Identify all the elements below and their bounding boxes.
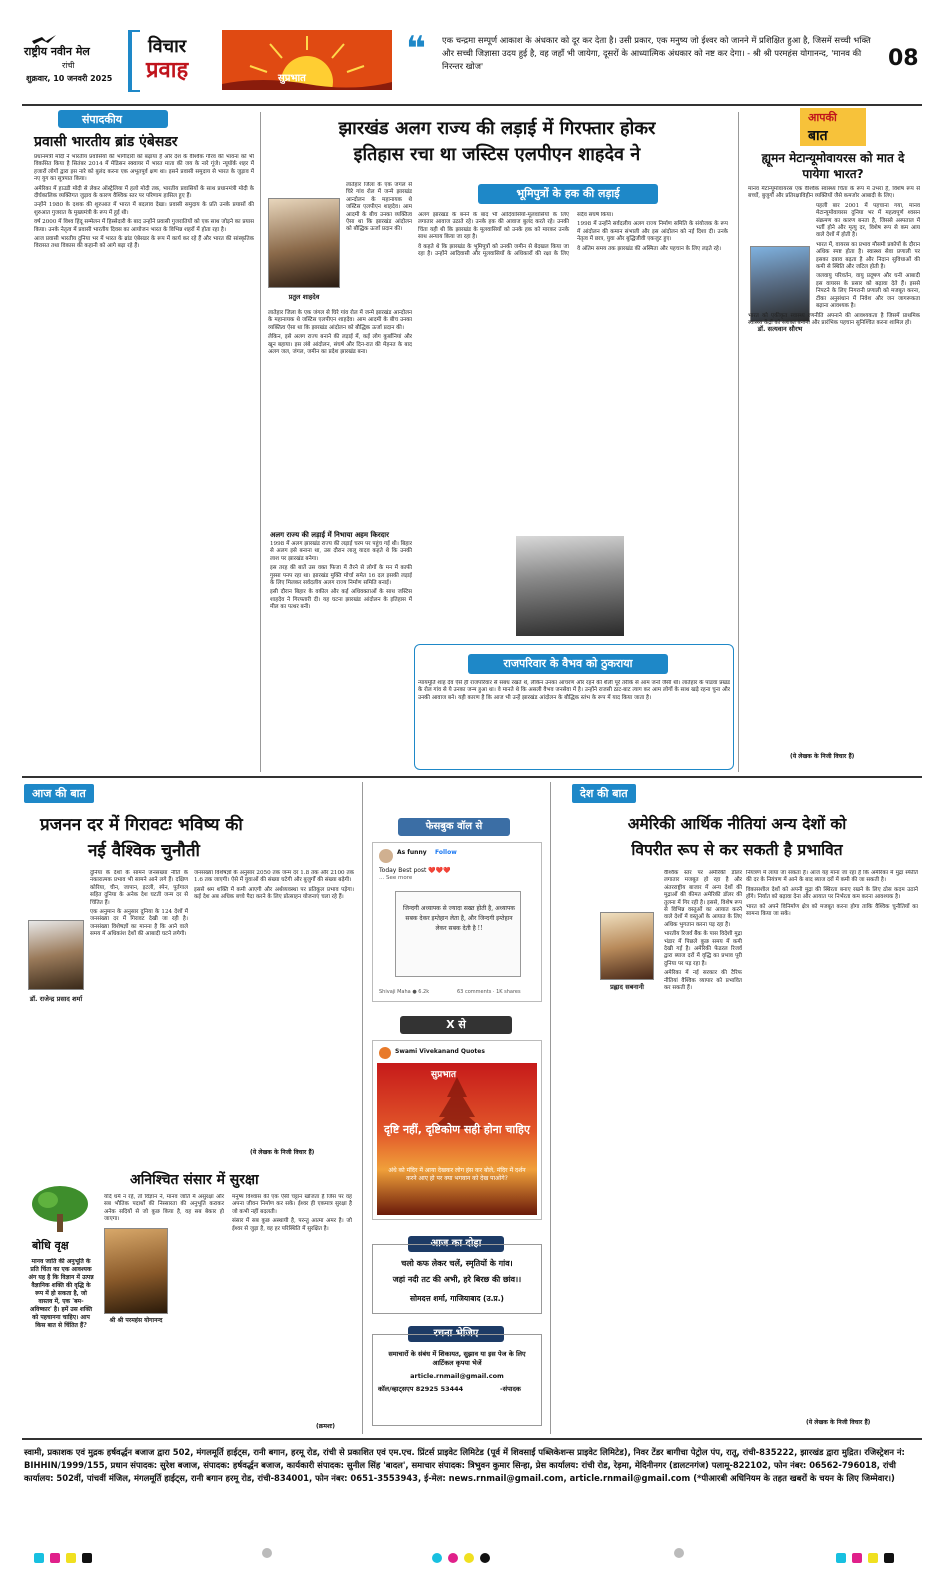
aaj-paragraph: एक अनुमान के अनुसार दुनिया के 124 देशों में जनसंख्या दर में गिरावट देखी जा रही है। जनसंख्या विशेषज्ञों का मानना है कि आने वाले समय में अधिकांश देशों की आबादी घटने लगेगी। (90, 909, 188, 938)
editorial-paragraph: उन्होंने 1980 के दशक की शुरुआत में भारत में बदलाव देखा। प्रवासी समुदाय के प्रति उनके प्रयासों की शुरुआत गुजरात के मुख्यमंत्री के रूप में हुई थी। (34, 202, 254, 216)
sanshar-paragraph: यदि धर्म न रहे, तो विज्ञान ने, मानव जाति में असुरक्षा और सब भौतिक पदार्थों की निस्सारता की अनुभूति कराकर अनेक सदियों से जो कुछ किया है, वह सब बेकार हो जाएगा। (104, 1194, 224, 1223)
box1-body (418, 212, 728, 512)
sanshar-headline: अनिश्चित संसार में सुरक्षा (130, 1172, 259, 1188)
facebook-tag: फेसबुक वॉल से (398, 818, 510, 836)
facebook-quote-text: जिन्दगी अध्यापक से ज्यादा सख्त होती है, अध्यापक सबक देकर इम्तेहान लेता है, और जिन्दगी इम्तेहान लेकर सबक देती है !! (402, 905, 515, 932)
aaj-ki-baat-tag: आज की बात (24, 784, 94, 803)
desh-headline-line1: अमेरिकी आर्थिक नीतियां अन्य देशों को (627, 815, 847, 833)
desh-body-col1 (566, 870, 742, 1430)
lead-headline-line2: इतिहास रचा था जस्टिस एलपीएन शाहदेव ने (353, 144, 641, 165)
box2-title: राजपरिवार के वैभव को ठुकराया (468, 654, 668, 674)
desh-ki-baat-tag: देश की बात (572, 784, 636, 803)
reg-dot (432, 1553, 442, 1563)
desh-body-col2 (746, 870, 918, 1410)
bodhi-tree-icon (28, 1184, 92, 1234)
lead-subhead: अलग राज्य की लड़ाई में निभाया अहम किरदार (270, 530, 389, 539)
x-account: Swami Vivekanand Quotes (395, 1048, 485, 1055)
reg-swatch (868, 1553, 878, 1563)
x-tag: X से (400, 1016, 512, 1034)
aaj-body-col1 (28, 870, 188, 1150)
box2-body: न्यायमूर्ति शाह देव ऐसे ही राजपरिवार से संबंध रखते थे, लेकिन उनका आचरण और रहने की शैली पूरे तरीके से आम जनों जैसी थी। लातेहार के पांडवा प्रखंड के रोल गांव से ये उनका जन्म हुआ था। वे मानते थे कि असली वैभव जनसेवा में है। उन्होंने राजसी ठाट-बाट त्याग कर आम लोगों के साथ खड़े रहना चुना और उनकी आवाज बने। यही कारण है कि आज भी उन्हें झारखंड आंदोलन के बौद्धिक स्तंभ के रूप में याद किया जाता है। (418, 680, 730, 701)
section-bracket-left (126, 30, 140, 92)
author-caption-prahlad: प्रह्लाद सबनानी (610, 983, 644, 991)
sunrise-banner (222, 30, 392, 90)
editorial-paragraph: प्रधानमंत्री मोदी ने भारतीय प्रवासियों की भागीदारी को बढ़ाया है और देश के वैश्विक गौरव की भावना को भी विकसित किया है सितंबर 2014 में मेडिसन स्क्वायर में भारत माता की जय के नारे गूंजे। न्यूयॉर्क शहर में हजारों लोगों द्वारा इस नारे को बुलंद करना एक अभूतपूर्व क्षण था। इसने प्रवासी समुदाय से भारत के जुड़ाव में नए युग का सूत्रपात किया। (34, 154, 254, 183)
justice-shahdev-photo (516, 536, 624, 636)
lead-paragraph: लेकिन, इसे अलग राज्य बनाने की लड़ाई में, कई लोग कुर्बानियां और खून बहाया। इस लंबे आंदोलन, संघर्ष और दिन-रात की मेहनत के बाद अलग जल, जंगल, जमीन का प्रदेश झारखंड बना। (268, 334, 412, 356)
reg-swatch (82, 1553, 92, 1563)
box1-paragraph: वे कहते थे कि झारखंड के भूमिपुत्रों को उनकी जमीन से बेदखल किया जा रहा है। उन्होंने आदिवासी और मूलवासियों के अधिकारों की रक्षा के लिए सदैव संघर्ष किया। (418, 212, 614, 258)
box1-paragraph: वे अंतिम समय तक झारखंड की अस्मिता और पहचान के लिए लड़ते रहे। (577, 245, 721, 252)
bodhi-title: बोधि वृक्ष (32, 1239, 69, 1252)
rachna-sign: -संपादक (500, 1385, 521, 1393)
lead-paragraph: 1998 में अलग झारखंड राज्य की लड़ाई चरम पर पहुंच गई थी। बिहार से अलग इसे बनाना था, उस दौरान लालू यादव कहते थे कि उनकी लाश पर झारखंड बनेगा। (270, 541, 412, 562)
quote-mark-icon: ❝ (406, 29, 426, 69)
editorial-headline: प्रवासी भारतीय ब्रांड एंबेसडर (34, 134, 178, 150)
section-title-vichar: विचार (148, 36, 187, 57)
aapki-baat-body (748, 186, 920, 746)
rachna-tag: रचना भेजिए (408, 1326, 504, 1342)
reg-dot (464, 1553, 474, 1563)
aaj-paragraph: दुनिया के देशों के सामने जनसंख्या नीति के नकारात्मक प्रभाव भी सामने आने लगे हैं। दक्षिण कोरिया, चीन, जापान, इटली, स्पेन, पुर्तगाल सहित दुनिया के अनेक देश घटती जन्म दर से चिंतित हैं। (90, 870, 188, 906)
doha-line2: जहां नदी तट की अभी, हरे बिरछ की छांव।। (392, 1275, 522, 1284)
aaj-headline-line1: प्रजनन दर में गिरावटः भविष्य की (40, 815, 243, 835)
reg-swatch (836, 1553, 846, 1563)
reg-swatch (852, 1553, 862, 1563)
section-divider (22, 776, 922, 778)
aapki-baat-tag-line2: बात (808, 128, 828, 144)
desh-paragraph: भारत को अपने विनिर्माण क्षेत्र को मजबूत करना होगा ताकि वैश्विक चुनौतियों का सामना किया जा सके। (746, 903, 918, 918)
facebook-comments: 63 comments · 1K shares (457, 989, 521, 995)
color-registration-center (432, 1548, 496, 1567)
city: रांची (62, 61, 75, 70)
color-registration-left (34, 1548, 98, 1567)
lead-body-col2 (270, 530, 412, 768)
desh-headline-line2: विपरीत रूप से कर सकती है प्रभावित (631, 841, 843, 859)
author-caption-yogananda: श्री श्री परमहंस योगानन्द (109, 1317, 163, 1324)
column-rule (260, 112, 261, 772)
temple-icon (423, 1077, 491, 1129)
aapki-paragraph: भारत को एकीकृत स्वास्थ्य रणनीति अपनाने की आवश्यकता है जिसमें प्राथमिक स्वास्थ्य केंद्रों को सशक्त बनाना और प्रारंभिक पहचान सुनिश्चित करना शामिल हो। (748, 312, 920, 326)
desh-paragraph: नियंत्रण में लाया जा सकता है। आज यह माना जा रहा है कि अमेरिका में मुद्रा स्फीति की दर के नियंत्रण में आने के बाद ब्याज दरों में कमी की जा सकती है। (746, 870, 918, 884)
facebook-follow-button[interactable]: Follow (435, 849, 457, 856)
x-avatar (379, 1047, 391, 1059)
lead-body-col1b (346, 182, 412, 300)
column-rule (738, 112, 739, 772)
aapki-paragraph: मानव मेटान्यूमोवायरस एक वैश्विक स्वास्थ्य चिंता के रूप में उभरा है, विशेष रूप से बच्चों, बुजुर्गों और प्रतिरक्षाविहीन व्यक्तियों जैसे कमजोर आबादी के लिए। (748, 186, 920, 200)
rachna-text: समाचारों के संबंध में शिकायत, सुझाव या इस पेज के लिए आर्टिकल कृपया भेजें (388, 1350, 526, 1367)
aapki-paragraph: पहली बार 2001 में पहचाना गया, मानव मेटान्यूमोवायरस दुनिया भर में महत्वपूर्ण श्वसन संक्रमण का कारण बनता है, जिससे अस्पताल में भर्ती होने और मृत्यु दर, विशेष रूप से कम आय वाले देशों में होती है। (816, 202, 920, 239)
x-card (372, 1040, 542, 1220)
aapki-baat-note: (ये लेखक के निजी विचार हैं) (790, 753, 855, 760)
footer-divider (22, 1438, 922, 1440)
facebook-see-more[interactable]: ... See more (379, 875, 413, 881)
box1-title: भूमिपुत्रों के हक की लड़ाई (478, 184, 658, 204)
subsection-label: सुप्रभात (278, 73, 306, 84)
facebook-post-text: Today Best post ❤️❤️❤️ (379, 867, 451, 874)
desh-note: (ये लेखक के निजी विचार हैं) (806, 1419, 871, 1426)
lead-headline-line1: झारखंड अलग राज्य की लड़ाई में गिरफ्तार होकर (338, 118, 656, 139)
x-image (377, 1063, 537, 1215)
lead-paragraph: लातेहार जिला के एक जंगल से घिरे गांव रोल में जन्मे झारखंड आन्दोलन के महानायक थे जस्टिस एलपीएन शाहदेव। आम आदमी के बीच उनका व्यक्तित्व ऐसा था कि झारखंड आंदोलन को बौद्धिक ऊर्जा प्रदान की। (346, 182, 412, 233)
desh-wrap-spacer (566, 870, 664, 990)
paper-name: राष्ट्रीय नवीन मेल (24, 45, 90, 58)
x-card-header: सुप्रभात (431, 1070, 456, 1080)
editorial-body (34, 154, 254, 766)
masthead (22, 28, 922, 100)
bird-logo-icon (32, 32, 56, 44)
registration-dot (262, 1548, 272, 1558)
reg-swatch (66, 1553, 76, 1563)
column-rule (550, 782, 551, 1434)
facebook-avatar (379, 849, 393, 863)
editorial-tag-label: संपादकीय (82, 113, 123, 126)
reg-swatch (884, 1553, 894, 1563)
doha-line1: चलो कफ लेकर चलें, स्मृतियों के गांव। (401, 1259, 513, 1268)
aapki-baat-tag-line1: आपकी (808, 111, 837, 124)
lead-paragraph: लातेहार जिला के एक जंगल से घिरे गांव रोल में जन्मे झारखंड आन्दोलन के महानायक थे जस्टिस एलपीएन शाहदेव। आम आदमी के बीच उनका व्यक्तित्व ऐसा था कि झारखंड आंदोलन को बौद्धिक ऊर्जा प्रदान की। (268, 310, 412, 331)
footer-imprint: स्वामी, प्रकाशक एवं मुद्रक हर्षवर्द्धन बजाज द्वारा 502, मंगलमूर्ति हाईट्स, रानी बगान, हरमू रोड, रांची से प्रकाशित एवं एम.एच. प्रिंटर्स प्राइवेट लिमिटेड (पूर्व में शिवसाईं पब्लिकेशन्स प्राइवेट लिमिटेड), निवर टेंडर बागीचा पेट्रोल पंप, रातू, रांची-835222, झारखंड द्वारा मुद्रित। रजिस्ट्रेशन नं: BIHHIN/1999/155, प्रधान संपादक: सुरेश बजाज, संपादक: हर्षवर्द्धन बजाज, कार्यकारी संपादक: सुनील सिंह 'बादल', समाचार संपादक: त्रिभुवन कुमार सिन्हा, प्रेस कार्यालय: रांची रोड, रेड़मा, मेदिनीनगर (डालटनगंज) पलामू-822102, फोन नंबर: 06562-796018, रांची कार्यालय: 502वीं, पांचवीं मंजिल, मंगलमूर्ति हाईट्स, रानी बगान हरमू रोड, रांची-834001, फोन नंबर: 0651-3553943, ई-मेल: news.rnmail@gmail.com, article.rnmail@gmail.com (*पीआरबी अधिनियम के तहत खबरों के चयन के लिए जिम्मेवार।) (24, 1447, 905, 1483)
doha-author: सोमदत्त शर्मा, गाजियाबाद (उ.प्र.) (410, 1294, 504, 1303)
bodhi-text: मानव जाति की अनुभूति के प्रति चिंता का एक आवश्यक अंग यह है कि विज्ञान में उत्पन्न वैज्ञानिक शक्ति की वृद्धि के रूप में हो सकता है, जो वास्तव में, एक 'बम-अविष्कार' है। हमें उस शक्ति को पहचानना चाहिए। आप किस बात से चिंतित हैं? (28, 1258, 94, 1329)
reg-dot (480, 1553, 490, 1563)
aapki-wrap-spacer (748, 203, 816, 305)
aaj-headline-line2: नई वैश्विक चुनौती (88, 841, 200, 861)
aaj-note: (ये लेखक के निजी विचार हैं) (250, 1149, 315, 1156)
desh-paragraph: अमेरिका में नई सरकार की टैरिफ नीतियां वैश्विक व्यापार को प्रभावित कर सकती हैं। (664, 970, 742, 992)
desh-paragraph: विकासशील देशों को अपनी मुद्रा की स्थिरता बनाए रखने के लिए ठोस कदम उठाने होंगे। निर्यात को बढ़ावा देना और आयात पर निर्भरता कम करना आवश्यक है। (746, 886, 918, 901)
lead-paragraph: इस तरह की बातें उस वक्त फिजा में तैरने से लोगों के मन में काफी गुस्सा पनप रहा था। झारखंड मुक्ति मोर्चा समेत 16 दल इसकी लड़ाई के लिए मिलकर सर्वदलीय अलग राज्य निर्माण समिति बनाई। (270, 565, 412, 587)
aapki-baat-headline: ह्यूमन मेटान्यूमोवायरस को मात दे पायेगा भारत? (761, 151, 905, 181)
section-title-pravah: प्रवाह (146, 58, 189, 83)
desh-paragraph: वैश्विक स्तर पर अमेरिकी डॉलर लगातार मजबूत हो रहा है और अंतरराष्ट्रीय बाजार में अन्य देशों की मुद्राओं की कीमत अमेरिकी डॉलर की तुलना में गिर रही है। इससे, विशेष रूप से विभिन्न वस्तुओं का आयात करने वाले देशों में वस्तुओं के आयात के लिए अधिक भुगतान करना पड़ रहा है। (664, 870, 742, 928)
facebook-user: As funny (397, 849, 427, 856)
box2-border (414, 644, 734, 770)
sanshar-body (104, 1194, 352, 1424)
aaj-paragraph: जनसंख्या विशेषज्ञों के अनुसार 2050 तक जन्म दर 1.8 तक और 2100 तक 1.6 तक जाएगी। ऐसे में युवाओं की संख्या घटेगी और बुजुर्गों की संख्या बढ़ेगी। (194, 870, 354, 884)
color-registration-right (836, 1548, 894, 1567)
page-number: 08 (888, 46, 919, 71)
aaj-paragraph: इससे श्रम शक्ति में कमी आएगी और अर्थव्यवस्था पर प्रतिकूल प्रभाव पड़ेगा। कई देश अब अधिक बच्चे पैदा करने के लिए प्रोत्साहन योजनाएं चला रहे हैं। (194, 886, 354, 901)
author-caption-rajendra: डॉ. राजेन्द्र प्रसाद शर्मा (29, 995, 83, 1003)
sanshar-credit: (क्रमशः) (316, 1423, 335, 1430)
lead-paragraph: इसी दौरान बिहार के वकील और कई अधिवक्ताओं के साथ जस्टिस शाहदेव ने गिरफ्तारी दी। यह घटना झारखंड आंदोलन के इतिहास में मील का पत्थर बनी। (270, 589, 412, 611)
rachna-contact: कॉल/व्हाट्सएप 82925 53444 (378, 1385, 464, 1393)
box1-paragraph: 1998 में उन्होंने सर्वदलीय अलग राज्य निर्माण समिति के संयोजक के रूप में आंदोलन की कमान संभाली और इस आंदोलन को नई दिशा दी। उनके नेतृत्व में छात्र, युवा और बुद्धिजीवी एकजुट हुए। (577, 221, 728, 243)
facebook-quote-box (395, 891, 521, 977)
masthead-divider (22, 104, 922, 106)
sanshar-paragraph: मनुष्य विश्वास की एक ऐसी चट्टान खोजता है जिस पर वह अपना जीवन निर्माण कर सके। ईश्वर ही एकमात्र सुरक्षा है जो कभी नहीं बदलती। (232, 1194, 352, 1215)
desh-paragraph: भारतीय रिजर्व बैंक के पास विदेशी मुद्रा भंडार में पिछले कुछ समय में कमी देखी गई है। अमेरिकी फेडरल रिजर्व द्वारा ब्याज दरों में वृद्धि का प्रभाव पूरी दुनिया पर पड़ रहा है। (664, 931, 742, 967)
facebook-card (372, 842, 542, 1002)
author-caption-satyavan: डॉ. सत्यवान सौरभ (757, 325, 803, 333)
rachna-box (372, 1334, 542, 1426)
aaj-body-col2 (194, 870, 354, 1140)
doha-tag: आज का दोहा (408, 1236, 504, 1252)
author-caption-pratul: प्रतुल शाहदेव (288, 293, 320, 301)
x-card-title: दृष्टि नहीं, दृष्टिकोण सही होना चाहिए (384, 1123, 530, 1136)
editorial-paragraph: वर्ष 2000 में विश्व हिंदू सम्मेलन में हिस्सेदारी के बाद उन्होंने प्रवासी गुजरातियों को एक साथ जोड़ने का प्रयास किया। उनके नेतृत्व में प्रवासी भारतीय दिवस का आयोजन भारत के विभिन्न शहरों में होता रहा है। (34, 219, 254, 233)
rachna-email-link[interactable]: article.rnmail@gmail.com (410, 1372, 504, 1380)
facebook-likes: Shivaji Maha ● 6.2k (379, 989, 430, 995)
reg-swatch (34, 1553, 44, 1563)
x-card-text: अंधे को मंदिर में आया देखकर लोग हंस कर बोले, मंदिर में दर्शन करने आए हो पर क्या भगवान को देख पाओगे? (388, 1167, 526, 1182)
aapki-paragraph: भारत में, वायरस का प्रभाव मौसमी प्रकोपों के दौरान अधिक स्पष्ट होता है। स्वास्थ्य सेवा प्रणाली पर इसका दबाव बढ़ता है और निदान सुविधाओं की कमी से स्थिति और जटिल होती है। (816, 241, 920, 271)
masthead-quote: एक चन्द्रमा सम्पूर्ण आकाश के अंधकार को दूर कर देता है। उसी प्रकार, एक मनुष्य जो ईश्वर को जानने में प्रशिक्षित हुआ है, जिसमें सच्ची भक्ति और सच्ची जिज्ञासा उदय हुई है, वह जहाँ भी जायेगा, दूसरों के आध्यात्मिक अंधकार को नष्ट कर देगा। - श्री श्री परमहंस योगानन्द, 'मानव की निरन्तर खोज' (442, 35, 871, 71)
date: शुक्रवार, 10 जनवरी 2025 (26, 74, 113, 83)
box1-paragraph: अलग झारखंड के बनने के बाद भी आदिवासियों-मूलवासियों के लिए लगातार आवाज उठाते रहे। उनके हक की आवाज बुलंद करते रहे। उनकी चिंता यही थी कि झारखंड के मूलवासियों को उनके हक को मारकर उनके साथ अन्याय किया जा रहा है। (418, 212, 569, 241)
aaj-wrap-spacer (28, 870, 90, 1018)
editorial-paragraph: आज प्रवासी भारतीय दुनिया भर में भारत के ब्रांड एंबेसडर के रूप में कार्य कर रहे हैं और भारत की सांस्कृतिक विरासत तथा विकास की कहानी को आगे बढ़ा रहे हैं। (34, 236, 254, 250)
reg-dot (448, 1553, 458, 1563)
registration-dot (674, 1548, 684, 1558)
editorial-paragraph: अमेरिका में हाउडी मोदी से लेकर ऑस्ट्रेलिया में हलो मोदी तक, भारतीय प्रवासियों के साथ प्रधानमंत्री मोदी के दीर्घकालिक व्यक्तिगत जुड़ाव के कारण वैश्विक स्तर पर परिणाम हासिल हुए हैं। (34, 185, 254, 200)
aapki-paragraph: जलवायु परिवर्तन, वायु प्रदूषण और घनी आबादी इस वायरस के प्रसार को बढ़ावा देते हैं। इससे निपटने के लिए निगरानी प्रणाली को मजबूत करना, टीका अनुसंधान में निवेश और जन जागरूकता बढ़ाना आवश्यक है। (816, 273, 920, 310)
reg-swatch (50, 1553, 60, 1563)
sanshar-paragraph: संसार में सब कुछ अस्थायी है, परन्तु आत्मा अमर है। जो ईश्वर से जुड़ा है, वह हर परिस्थिति में सुरक्षित है। (232, 1218, 352, 1232)
column-rule (362, 782, 363, 1434)
